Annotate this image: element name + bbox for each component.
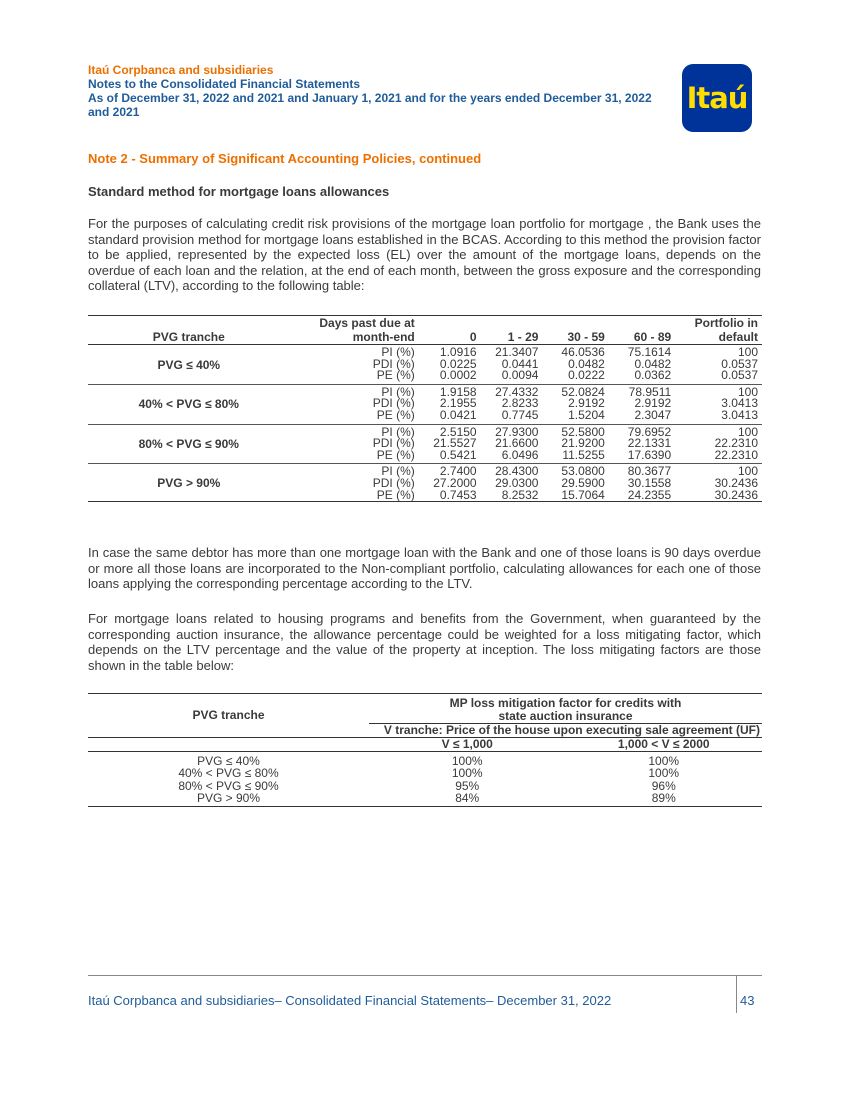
value-cell: 1.5204 [542,410,608,424]
value-cell: 100 [737,345,758,359]
tranche-label: PVG ≤ 40% [197,754,260,768]
header-period-line-2: and 2021 [88,105,140,119]
value-cell: 2.9192 [634,396,672,411]
value-cell: 2.3047 [609,410,675,424]
value-cell: 27.2000 [433,475,477,490]
metric-label: PI (%) [381,424,415,439]
metric-label: PDI (%) [372,436,415,451]
value-cell: 100 [737,424,758,439]
value-cell: 0.0222 [542,370,608,384]
factor-cell: 89% [651,790,676,805]
tranche-label: PVG ≤ 40% [88,345,290,385]
metric-label: PDI (%) [372,475,415,490]
header-days-past-due: Days past due at [319,316,415,330]
value-cell: 0.0362 [609,370,675,384]
value-cell: 0.0002 [419,370,481,384]
value-cell: 52.5800 [561,424,605,439]
value-cell: 15.7064 [561,487,605,502]
value-cell: 0.0421 [419,410,481,424]
header-bucket-1-29: 1 - 29 [481,330,543,345]
value-cell: 3.0413 [721,396,758,411]
value-cell: 79.6952 [627,424,672,439]
paragraph-housing-programs: For mortgage loans related to housing programs and benefits from the Government, when guaranteed by the corresponding auction insurance, the allowance percentage could be weighted for a loss mitigating factor, which depends on the LTV percentage and the value of the property at inception. The loss mitigating factors are those shown in the table below: [88,611,761,673]
header-v-tranche: V tranche: Price of the house upon executing sale agreement (UF) [369,724,762,738]
value-cell: 2.5150 [439,424,477,439]
paragraph-intro: For the purposes of calculating credit risk provisions of the mortgage loan portfolio for mortgage , the Bank uses the standard provision method for mortgage loans established in the BCAS. According to this method the provision factor to be applied, represented by the expected loss (EL) over the amount of the mortgage loans, depends on the overdue of each loan and the relation, at the end of each month, between the gross exposure and the corresponding collateral (LTV), according to the following table: [88,216,761,293]
header-month-end: month-end [290,330,419,345]
value-cell: 22.2310 [675,450,762,464]
metric-label: PE (%) [290,370,419,384]
value-cell: 0.5421 [419,450,481,464]
value-cell: 2.7400 [439,464,477,479]
value-cell: 22.2310 [714,436,758,451]
value-cell: 6.0496 [481,450,543,464]
value-cell: 2.9192 [568,396,605,411]
metric-label: PI (%) [381,464,415,479]
logo-text: Itaú [686,81,748,115]
value-cell: 0.7453 [439,487,477,502]
value-cell: 30.1558 [627,475,672,490]
value-cell: 52.0824 [561,384,605,399]
value-cell: 24.2355 [627,487,672,502]
metric-label: PI (%) [381,345,415,359]
value-cell: 100 [737,384,758,399]
value-cell: 78.9511 [628,384,672,399]
value-cell: 100 [737,464,758,479]
tranche-label: 40% < PVG ≤ 80% [178,766,279,781]
value-cell: 0.0482 [634,356,672,371]
header-subtitle: Notes to the Consolidated Financial Statements [88,77,361,91]
header-v-1000-to-2000: 1,000 < V ≤ 2000 [565,738,762,752]
value-cell: 0.7745 [481,410,543,424]
footer-text: Itaú Corpbanca and subsidiaries– Consolidated Financial Statements– December 31, 2022 [88,993,612,1008]
metric-label: PE (%) [290,450,419,464]
tranche-label: 40% < PVG ≤ 80% [88,384,290,424]
page-number: 43 [740,993,755,1008]
value-cell: 2.1955 [439,396,477,411]
value-cell: 29.5900 [561,475,605,490]
value-cell: 21.6600 [495,436,539,451]
metric-label: PE (%) [290,410,419,424]
header-portfolio-in: Portfolio in [694,316,758,330]
document-header [88,63,688,119]
value-cell: 21.3407 [495,345,539,359]
value-cell: 22.1331 [627,436,672,451]
tranche-label: 80% < PVG ≤ 90% [88,424,290,464]
value-cell: 80.3677 [627,464,672,479]
loss-mitigation-table [88,693,762,807]
value-cell: 2.8233 [501,396,539,411]
value-cell: 11.5255 [542,450,608,464]
value-cell: 1.0916 [439,345,477,359]
factor-cell: 84% [455,790,480,805]
value-cell: 27.4332 [495,384,539,399]
value-cell: 17.6390 [609,450,675,464]
value-cell: 8.2532 [501,487,539,502]
table-row [88,752,762,768]
tranche-label: PVG > 90% [196,790,260,805]
value-cell: 0.0482 [568,356,605,371]
factor-cell: 100% [451,754,483,768]
header-pvg-tranche: PVG tranche [88,694,369,738]
tranche-label: 80% < PVG ≤ 90% [178,778,279,793]
section-title: Standard method for mortgage loans allowances [88,184,390,199]
header-bucket-60-89: 60 - 89 [609,330,675,345]
value-cell: 21.9200 [561,436,605,451]
metric-label: PE (%) [376,487,415,502]
metric-label: PDI (%) [372,356,415,371]
table-row [88,792,762,807]
header-bucket-0: 0 [419,330,481,345]
factor-cell: 100% [648,754,680,768]
header-period-line-1: As of December 31, 2022 and 2021 and January 1, 2021 and for the years ended December 31, 2022 [88,91,652,105]
value-cell: 21.5527 [433,436,477,451]
value-cell: 29.0300 [495,475,539,490]
value-cell: 46.0536 [561,345,605,359]
value-cell: 0.0537 [721,356,758,371]
value-cell: 75.1614 [627,345,672,359]
value-cell: 0.0537 [675,370,762,384]
factor-cell: 100% [451,766,483,781]
header-company: Itaú Corpbanca and subsidiaries [88,63,274,77]
header-pvg-tranche: PVG tranche [88,330,290,345]
value-cell: 0.0441 [501,356,539,371]
provision-factor-table [88,315,762,502]
value-cell: 53.0800 [561,464,605,479]
value-cell: 30.2436 [714,475,758,490]
paragraph-same-debtor: In case the same debtor has more than one mortgage loan with the Bank and one of those loans is 90 days overdue or more all those loans are incorporated to the Non-compliant portfolio, calculating allowances for each one of those loans applying the corresponding percentage according to the LTV. [88,545,761,591]
table-row [88,767,762,779]
footer-vertical-divider [736,975,737,1013]
value-cell: 30.2436 [714,487,758,502]
header-default: default [675,330,762,345]
metric-label: PI (%) [381,384,415,399]
footer-divider [88,975,762,976]
value-cell: 0.0094 [481,370,543,384]
header-v-up-to-1000: V ≤ 1,000 [369,738,566,752]
value-cell: 27.9300 [495,424,539,439]
header-mp-factor-line-2: state auction insurance [369,710,762,724]
itau-logo [682,64,752,132]
factor-cell: 96% [651,778,676,793]
metric-label: PDI (%) [372,396,415,411]
value-cell: 1.9158 [439,384,477,399]
tranche-label: PVG > 90% [157,475,221,490]
header-bucket-30-59: 30 - 59 [542,330,608,345]
note-title: Note 2 - Summary of Significant Accounting Policies, continued [88,151,482,166]
factor-cell: 100% [648,766,680,781]
value-cell: 3.0413 [675,410,762,424]
factor-cell: 95% [455,778,480,793]
value-cell: 0.0225 [439,356,477,371]
value-cell: 28.4300 [495,464,539,479]
header-mp-factor-line-1: MP loss mitigation factor for credits with [449,696,682,710]
